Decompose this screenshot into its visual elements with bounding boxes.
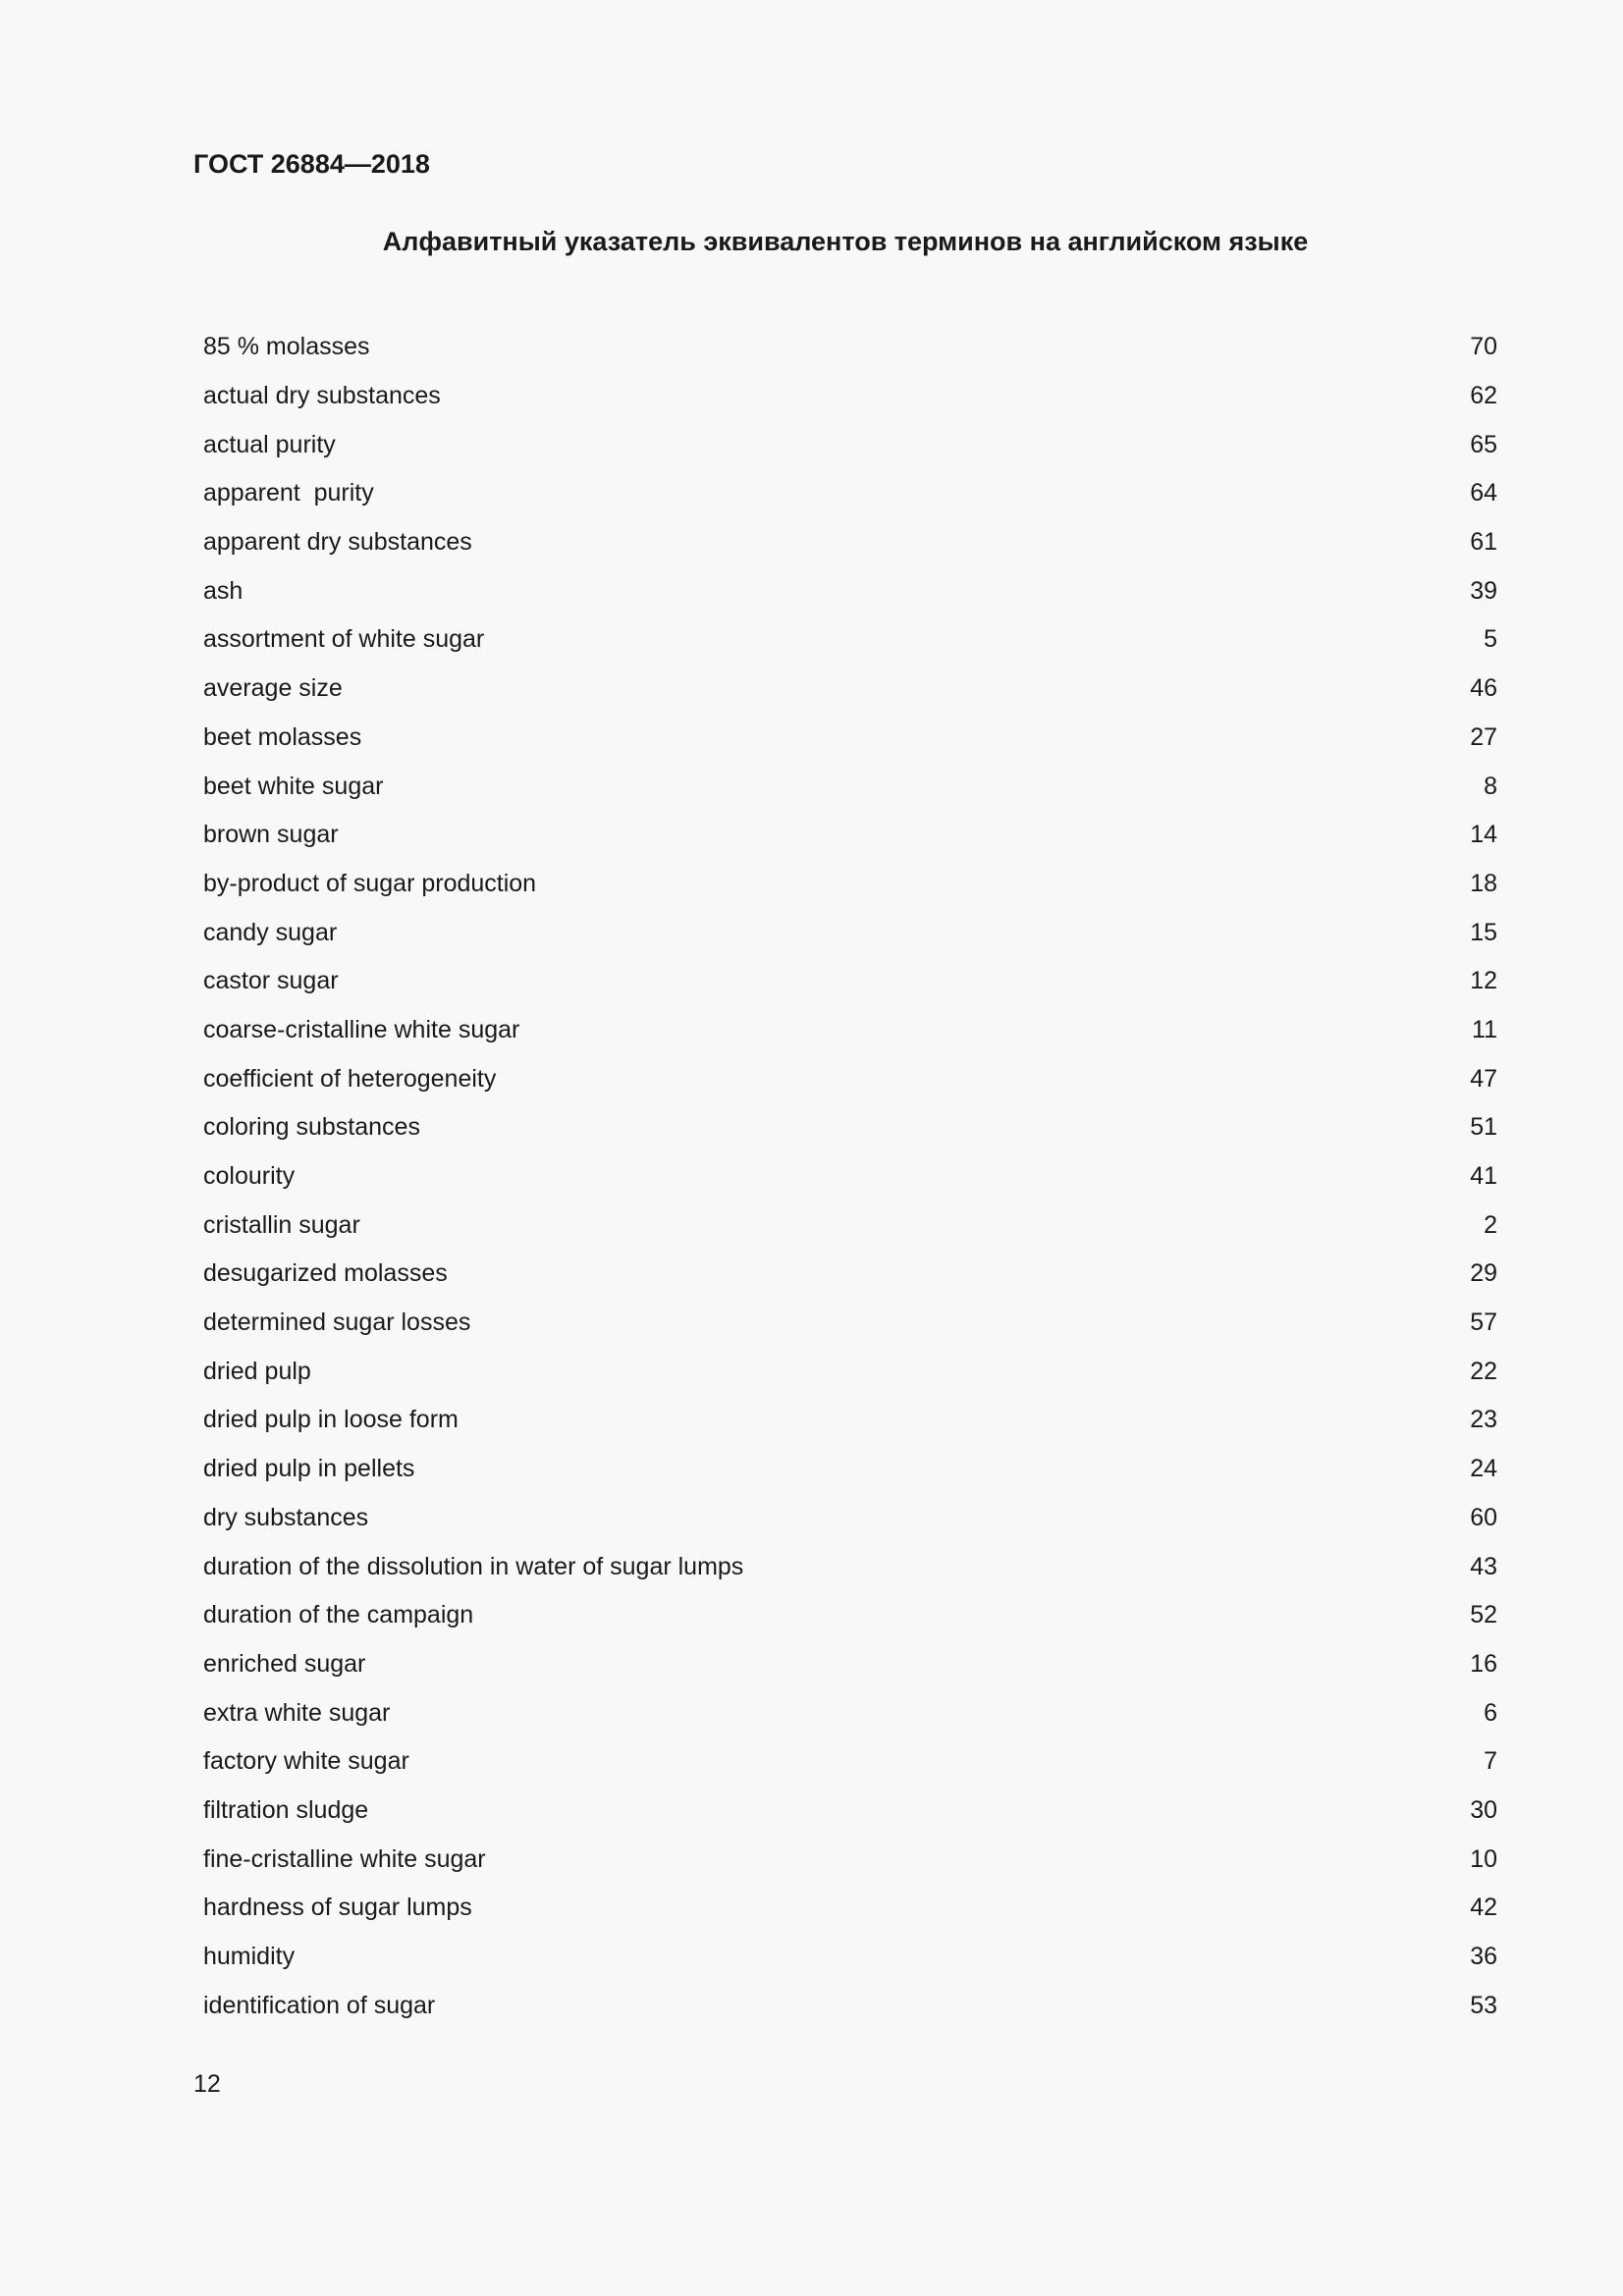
index-entry (203, 518, 1497, 567)
index-entry-term: assortment of white sugar (203, 625, 485, 654)
index-entry-ref: 10 (1470, 1844, 1497, 1873)
index-entry-ref: 24 (1470, 1455, 1497, 1483)
index-entry-ref: 30 (1470, 1795, 1497, 1824)
index-entry-ref: 47 (1470, 1064, 1497, 1093)
index-entry (203, 1737, 1497, 1787)
index-entry-ref: 36 (1470, 1943, 1497, 1971)
index-entry-ref: 57 (1470, 1308, 1497, 1337)
document-code: ГОСТ 26884—2018 (193, 149, 430, 179)
index-entry-ref: 22 (1470, 1357, 1497, 1385)
index-entry-term: beet white sugar (203, 772, 384, 800)
index-entry-ref: 64 (1470, 479, 1497, 507)
index-entry (203, 1347, 1497, 1396)
index-entry (203, 1688, 1497, 1737)
index-entry (203, 1542, 1497, 1591)
index-entry (203, 1250, 1497, 1299)
index-entry (203, 1006, 1497, 1055)
index-entry (203, 615, 1497, 665)
index-entry-term: factory white sugar (203, 1747, 409, 1776)
index-entry (203, 1933, 1497, 1982)
index-entry-term: ash (203, 576, 243, 605)
index-entry-term: extra white sugar (203, 1698, 391, 1727)
index-entry-term: brown sugar (203, 821, 339, 849)
index-entry (203, 566, 1497, 615)
index-entry-ref: 14 (1470, 821, 1497, 849)
index-entry (203, 1591, 1497, 1640)
index-entry (203, 1787, 1497, 1836)
index-entry-ref: 16 (1470, 1649, 1497, 1678)
index-entry-ref: 27 (1470, 722, 1497, 751)
index-entry-term: identification of sugar (203, 1991, 436, 2019)
index-entry-term: hardness of sugar lumps (203, 1894, 472, 1922)
index-list (203, 323, 1497, 2030)
index-entry-term: apparent dry substances (203, 528, 472, 557)
index-entry-term: beet molasses (203, 722, 362, 751)
index-entry-term: dried pulp in loose form (203, 1406, 459, 1434)
index-entry-term: 85 % molasses (203, 333, 370, 361)
index-entry-term: apparent purity (203, 479, 374, 507)
index-entry (203, 1299, 1497, 1348)
index-entry-term: dry substances (203, 1503, 369, 1531)
index-entry (203, 469, 1497, 518)
index-entry (203, 1054, 1497, 1103)
index-entry-term: humidity (203, 1943, 296, 1971)
index-entry (203, 420, 1497, 469)
index-entry-ref: 42 (1470, 1894, 1497, 1922)
index-entry (203, 323, 1497, 372)
index-entry-ref: 41 (1470, 1162, 1497, 1191)
index-entry-term: dried pulp in pellets (203, 1455, 415, 1483)
index-entry-ref: 60 (1470, 1503, 1497, 1531)
index-entry (203, 714, 1497, 763)
index-entry-ref: 15 (1470, 918, 1497, 946)
index-entry-term: actual purity (203, 430, 336, 458)
index-entry-term: cristallin sugar (203, 1210, 360, 1239)
index-entry-ref: 12 (1470, 967, 1497, 995)
index-entry-term: average size (203, 674, 343, 703)
index-entry (203, 1103, 1497, 1152)
index-entry (203, 372, 1497, 421)
index-entry (203, 1152, 1497, 1201)
index-entry-term: castor sugar (203, 967, 339, 995)
index-entry (203, 1981, 1497, 2030)
page-number: 12 (193, 2070, 221, 2098)
index-entry-term: duration of the campaign (203, 1601, 474, 1629)
index-entry (203, 811, 1497, 860)
index-entry (203, 957, 1497, 1006)
index-entry (203, 762, 1497, 811)
index-entry-term: duration of the dissolution in water of sugar lumps (203, 1552, 744, 1580)
index-entry-term: coefficient of heterogeneity (203, 1064, 497, 1093)
index-entry (203, 1884, 1497, 1933)
index-entry (203, 1640, 1497, 1689)
index-entry-ref: 53 (1470, 1991, 1497, 2019)
index-entry-term: candy sugar (203, 918, 338, 946)
index-entry (203, 665, 1497, 714)
index-entry-ref: 8 (1484, 772, 1497, 800)
index-entry-ref: 7 (1484, 1747, 1497, 1776)
index-entry-ref: 46 (1470, 674, 1497, 703)
index-entry-ref: 2 (1484, 1210, 1497, 1239)
index-entry-term: desugarized molasses (203, 1259, 448, 1288)
index-entry-ref: 43 (1470, 1552, 1497, 1580)
index-entry (203, 1835, 1497, 1884)
index-entry-ref: 70 (1470, 333, 1497, 361)
index-entry-ref: 6 (1484, 1698, 1497, 1727)
index-entry-ref: 18 (1470, 869, 1497, 897)
index-entry-ref: 29 (1470, 1259, 1497, 1288)
index-entry-ref: 62 (1470, 382, 1497, 410)
index-entry-ref: 39 (1470, 576, 1497, 605)
index-entry (203, 1494, 1497, 1543)
index-entry (203, 1396, 1497, 1445)
index-entry-term: fine-cristalline white sugar (203, 1844, 486, 1873)
index-entry-term: colourity (203, 1162, 296, 1191)
index-entry (203, 1201, 1497, 1250)
index-entry-term: filtration sludge (203, 1795, 369, 1824)
index-entry (203, 908, 1497, 957)
index-entry-ref: 11 (1472, 1015, 1497, 1043)
index-entry-ref: 61 (1470, 528, 1497, 557)
index-entry-term: coarse-cristalline white sugar (203, 1015, 520, 1043)
index-entry (203, 1445, 1497, 1494)
index-entry-ref: 65 (1470, 430, 1497, 458)
index-title: Алфавитный указатель эквивалентов терминов на английском языке (382, 227, 1309, 256)
index-entry-term: determined sugar losses (203, 1308, 471, 1337)
index-entry-term: by-product of sugar production (203, 869, 537, 897)
index-entry (203, 860, 1497, 909)
index-entry-term: dried pulp (203, 1357, 311, 1385)
index-entry-ref: 51 (1470, 1113, 1497, 1142)
index-entry-term: coloring substances (203, 1113, 420, 1142)
index-entry-ref: 52 (1470, 1601, 1497, 1629)
index-entry-ref: 23 (1470, 1406, 1497, 1434)
index-entry-term: actual dry substances (203, 382, 441, 410)
index-entry-ref: 5 (1484, 625, 1497, 654)
index-entry-term: enriched sugar (203, 1649, 366, 1678)
